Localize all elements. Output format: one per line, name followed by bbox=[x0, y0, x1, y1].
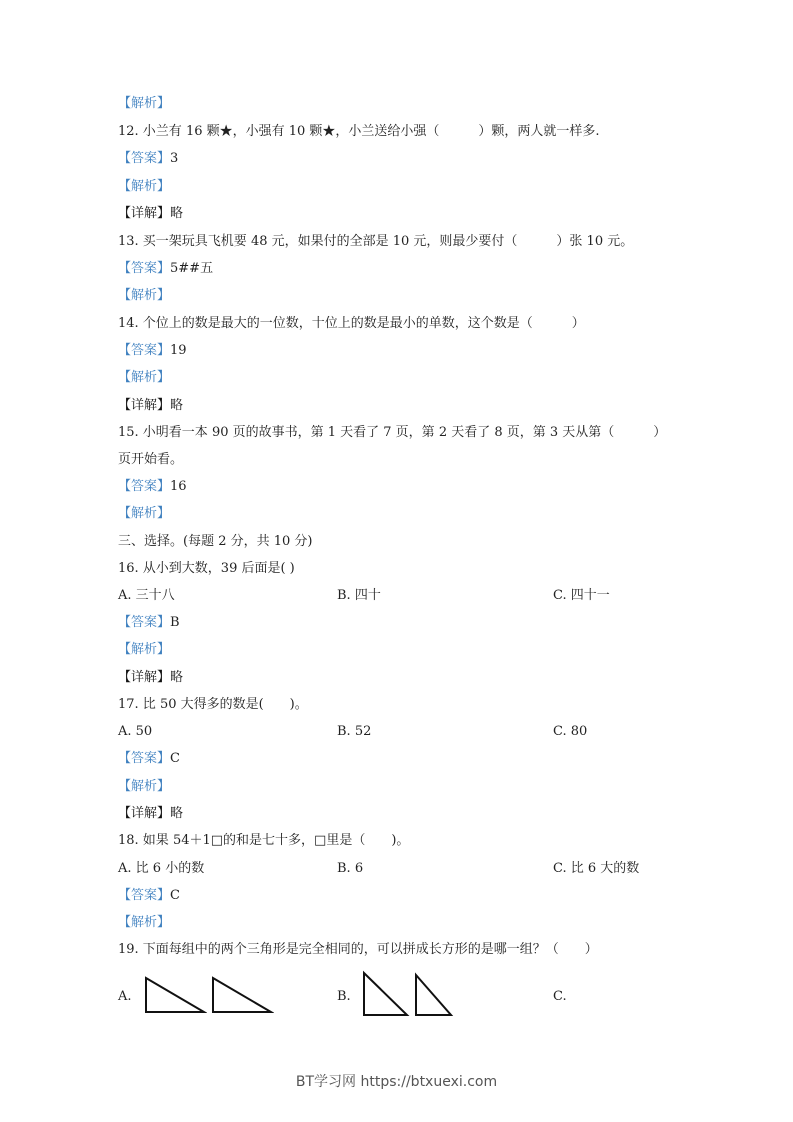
analysis-tag: 【解析】 bbox=[118, 370, 171, 385]
triangle-figure bbox=[413, 972, 455, 1018]
choice-option: C. 四十一 bbox=[553, 588, 610, 603]
analysis-line bbox=[118, 914, 170, 932]
choice-option: B. 52 bbox=[337, 724, 372, 739]
detail-tag: 【详解】 bbox=[118, 398, 171, 413]
footer-watermark: BT学习网 https://btxuexi.com bbox=[295, 1074, 498, 1090]
choice-option: B. 四十 bbox=[337, 588, 381, 603]
answer-tag: 【答案】 bbox=[118, 751, 171, 766]
triangle-figure bbox=[210, 975, 274, 1015]
answer-value: B bbox=[170, 615, 180, 630]
choice-option: C. 80 bbox=[553, 724, 588, 739]
analysis-line bbox=[118, 505, 170, 523]
answer-tag: 【答案】 bbox=[118, 151, 171, 166]
detail-value: 略 bbox=[170, 806, 184, 821]
detail-value: 略 bbox=[170, 398, 184, 413]
question-text: 17. 比 50 大得多的数是( )。 bbox=[118, 697, 308, 712]
analysis-line bbox=[118, 641, 170, 659]
question-text: 13. 买一架玩具飞机要 48 元，如果付的全部是 10 元，则最少要付（ ）张 10 元。 bbox=[118, 234, 634, 249]
answer-line bbox=[118, 260, 213, 278]
answer-value: C bbox=[170, 751, 180, 766]
question-text: 页开始看。 bbox=[118, 452, 184, 467]
question-text: 12. 小兰有 16 颗★，小强有 10 颗★，小兰送给小强（ ）颗，两人就一样多. bbox=[118, 124, 600, 139]
answer-line bbox=[118, 150, 178, 168]
q19-option-c: C. bbox=[553, 989, 567, 1004]
analysis-tag: 【解析】 bbox=[118, 779, 171, 794]
choice-option: A. 三十八 bbox=[118, 588, 175, 603]
detail-line bbox=[118, 205, 183, 223]
detail-tag: 【详解】 bbox=[118, 206, 171, 221]
choice-option: B. 6 bbox=[337, 861, 364, 876]
answer-line bbox=[118, 614, 180, 632]
choice-option: A. 比 6 小的数 bbox=[118, 861, 205, 876]
question-text: 16. 从小到大数，39 后面是( ) bbox=[118, 561, 295, 576]
answer-value: C bbox=[170, 888, 180, 903]
question-text: 15. 小明看一本 90 页的故事书，第 1 天看了 7 页，第 2 天看了 8 页，第 3 天从第（ ） bbox=[118, 425, 667, 440]
answer-value: 16 bbox=[170, 479, 187, 494]
answer-tag: 【答案】 bbox=[118, 615, 171, 630]
triangle-figure bbox=[361, 970, 411, 1018]
answer-tag: 【答案】 bbox=[118, 888, 171, 903]
detail-line bbox=[118, 805, 183, 823]
analysis-tag: 【解析】 bbox=[118, 288, 171, 303]
answer-tag: 【答案】 bbox=[118, 343, 171, 358]
answer-value: 19 bbox=[170, 343, 187, 358]
analysis-tag: 【解析】 bbox=[118, 915, 171, 930]
analysis-line bbox=[118, 778, 170, 796]
triangle-figure bbox=[143, 975, 207, 1015]
analysis-tag: 【解析】 bbox=[118, 179, 171, 194]
analysis-tag: 【解析】 bbox=[118, 506, 171, 521]
answer-value: 5##五 bbox=[170, 261, 214, 276]
q19-option-b: B. bbox=[337, 989, 351, 1004]
question-text: 19. 下面每组中的两个三角形是完全相同的，可以拼成长方形的是哪一组？（ ） bbox=[118, 942, 598, 957]
detail-tag: 【详解】 bbox=[118, 670, 171, 685]
analysis-line bbox=[118, 369, 170, 387]
question-text: 三、选择。(每题 2 分，共 10 分) bbox=[118, 534, 313, 549]
detail-line bbox=[118, 397, 183, 415]
analysis-line bbox=[118, 95, 170, 113]
detail-value: 略 bbox=[170, 670, 184, 685]
detail-value: 略 bbox=[170, 206, 184, 221]
q19-option-a: A. bbox=[118, 989, 132, 1004]
answer-line bbox=[118, 478, 187, 496]
analysis-tag: 【解析】 bbox=[118, 642, 171, 657]
analysis-line bbox=[118, 178, 170, 196]
choice-option: C. 比 6 大的数 bbox=[553, 861, 640, 876]
answer-value: 3 bbox=[170, 151, 179, 166]
detail-tag: 【详解】 bbox=[118, 806, 171, 821]
answer-line bbox=[118, 887, 180, 905]
answer-tag: 【答案】 bbox=[118, 261, 171, 276]
answer-tag: 【答案】 bbox=[118, 479, 171, 494]
analysis-tag: 【解析】 bbox=[118, 96, 171, 111]
answer-line bbox=[118, 342, 187, 360]
question-text: 14. 个位上的数是最大的一位数，十位上的数是最小的单数，这个数是（ ） bbox=[118, 316, 585, 331]
question-text: 18. 如果 54＋1□的和是七十多，□里是（ )。 bbox=[118, 833, 410, 848]
detail-line bbox=[118, 669, 183, 687]
answer-line bbox=[118, 750, 180, 768]
choice-option: A. 50 bbox=[118, 724, 153, 739]
analysis-line bbox=[118, 287, 170, 305]
